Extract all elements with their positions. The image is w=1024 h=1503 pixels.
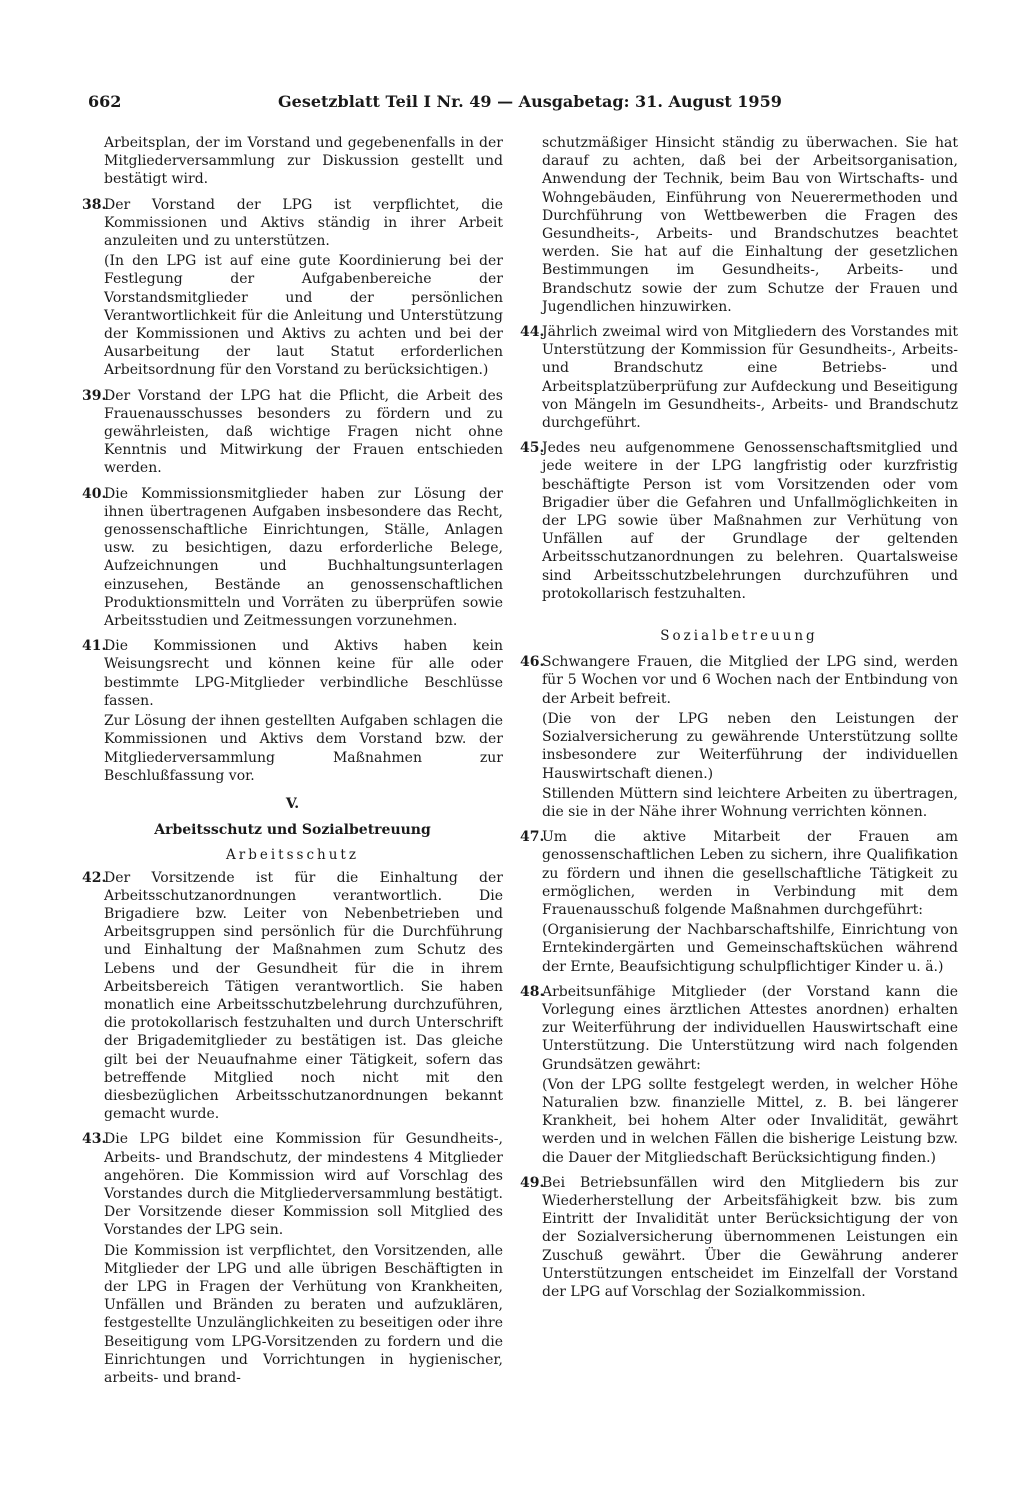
paragraph-number: 46. bbox=[520, 654, 545, 671]
continuation-text: Arbeitsplan, der im Vorstand und gegebenenfalls in der Mitgliederversammlung zur Diskussion gestellt und bestätigt wird. bbox=[104, 135, 503, 188]
paragraph-number: 44. bbox=[520, 324, 545, 341]
page-header bbox=[88, 92, 958, 116]
paragraph-47 bbox=[520, 828, 958, 976]
paragraph-39 bbox=[82, 387, 503, 478]
paragraph-text: Bei Betriebsunfällen wird den Mitgliedern bis zur Wiederherstellung der Arbeitsfähigkeit bzw. bis zum Eintritt der Invalidität unter Berücksichtigung der von der Sozialversicherung übernommenen Leistungen ein Zuschuß gewährt. Über die Gewährung anderer Unterstützungen entscheidet im Einzelfall der Vorstand der LPG auf Vorschlag der Sozialkommission. bbox=[542, 1174, 958, 1300]
paragraph-number: 49. bbox=[520, 1174, 545, 1191]
paragraph-text: Schwangere Frauen, die Mitglied der LPG sind, werden für 5 Wochen vor und 6 Wochen nach der Entbindung von der Arbeit befreit. bbox=[542, 654, 958, 707]
paragraph-text: Der Vorstand der LPG hat die Pflicht, die Arbeit des Frauenausschusses besonders zu fördern und zu gewährleisten, daß wichtige Fragen nicht ohne Kenntnis und Mitwirkung der Frauen entschieden werden. bbox=[104, 387, 503, 477]
section-number: V. bbox=[285, 795, 300, 812]
paragraph-text: Die Kommissionsmitglieder haben zur Lösung der ihnen übertragenen Aufgaben insbesondere das Recht, genossenschaftliche Einrichtungen, Ställe, Anlagen usw. zu besichtigen, dazu erforderliche Belege, Aufzeichnungen und Buchhaltungsunterlagen einzusehen, Bestände an genossenschaftlichen Produktionsmitteln und Vorräten zu überprüfen sowie Arbeitsstudien und Zeitmessungen vorzunehmen. bbox=[104, 485, 503, 630]
page-number: 662 bbox=[88, 92, 122, 111]
paragraph-43 bbox=[82, 1130, 503, 1387]
paragraph-41 bbox=[82, 637, 503, 785]
subsection-title: Sozialbetreuung bbox=[660, 628, 818, 645]
paragraph-number: 40. bbox=[82, 485, 107, 502]
header-title: Gesetzblatt Teil I Nr. 49 — Ausgabetag: 31. August 1959 bbox=[278, 92, 782, 111]
right-column bbox=[520, 134, 958, 1308]
paragraph-continuation: Die Kommission ist verpflichtet, den Vorsitzenden, alle Mitglieder der LPG und alle übrigen Beschäftigten in der LPG in Fragen der Verhütung von Krankheiten, Unfällen und Bränden zu beraten und aufzuklären, festgestellte Unzulänglichkeiten zu beseitigen oder ihre Beseitigung vom LPG-Vorsitzenden zu fordern und die Einrichtungen und Vorrichtungen in hygienischer, arbeits- und brand- bbox=[104, 1242, 503, 1386]
paragraph-number: 48. bbox=[520, 983, 545, 1000]
paragraph-number: 47. bbox=[520, 829, 545, 846]
paragraph-text: Der Vorstand der LPG ist verpflichtet, die Kommissionen und Aktivs ständig in ihrer Arbeit anzuleiten und zu unterstützen. bbox=[104, 196, 503, 250]
paragraph-note: (Von der LPG sollte festgelegt werden, in welcher Höhe Naturalien bzw. finanzielle Mittel, z. B. bei längerer Krankheit, bei hohem Alter oder Invalidität, gewährt werden und in welchen Fällen die bisherige Leistung bzw. die Dauer der Mitgliedschaft Berücksichtigung finden.) bbox=[542, 1076, 958, 1166]
paragraph-text: Die Kommissionen und Aktivs haben kein Weisungsrecht und können keine für alle oder bestimmte LPG-Mitglieder verbindliche Beschlüsse fassen. bbox=[104, 638, 503, 709]
paragraph-44 bbox=[520, 323, 958, 432]
paragraph-text: Jedes neu aufgenommene Genossenschaftsmitglied und jede weitere in der LPG langfristig oder kurzfristig beschäftigte Person ist vom Vorsitzenden oder vom Brigadier über die Gefahren und Unfallmöglichkeiten in der LPG sowie über Maßnahmen zur Verhütung von Unfällen auf der Grundlage der geltenden Arbeitsschutzanordnungen zu belehren. Quartalsweise sind Arbeitsschutzbelehrungen durchzuführen und protokollarisch festzuhalten. bbox=[542, 440, 958, 602]
paragraph-continuation: Zur Lösung der ihnen gestellten Aufgaben schlagen die Kommissionen und Aktivs dem Vorstand bzw. der Mitgliederversammlung Maßnahmen zur Beschlußfassung vor. bbox=[104, 713, 503, 784]
paragraph-continuation: Stillenden Müttern sind leichtere Arbeiten zu übertragen, die sie in der Nähe ihrer Wohnung verrichten können. bbox=[542, 785, 958, 820]
paragraph-number: 38. bbox=[82, 196, 107, 213]
paragraph-note: (Die von der LPG neben den Leistungen der Sozialversicherung zu gewährende Unterstützung sollte insbesondere zur Weiterführung der individuellen Hauswirtschaft dienen.) bbox=[542, 710, 958, 782]
paragraph-number: 43. bbox=[82, 1131, 107, 1148]
paragraph-40 bbox=[82, 485, 503, 631]
paragraph-45 bbox=[520, 439, 958, 603]
paragraph-text: Arbeitsunfähige Mitglieder (der Vorstand kann die Vorlegung eines ärztlichen Attestes anordnen) erhalten zur Weiterführung der individuellen Hauswirtschaft eine Unterstützung. Die Unterstützung wird nach folgenden Grundsätzen gewährt: bbox=[542, 983, 958, 1073]
paragraph-note: (Organisierung der Nachbarschaftshilfe, Einrichtung von Erntekindergärten und Gemeinschaftsküchen während der Ernte, Beaufsichtigung schulpflichtiger Kinder u. ä.) bbox=[542, 922, 958, 975]
paragraph-42 bbox=[82, 869, 503, 1124]
section-title: Arbeitsschutz und Sozialbetreuung bbox=[154, 822, 431, 839]
paragraph-number: 42. bbox=[82, 869, 107, 886]
paragraph-46 bbox=[520, 653, 958, 821]
paragraph-number: 39. bbox=[82, 387, 107, 404]
continuation-text: schutzmäßiger Hinsicht ständig zu überwachen. Sie hat darauf zu achten, daß bei der Arbeitsorganisation, Anwendung der Technik, beim Bau von Wirtschafts- und Wohngebäuden, Einführung von Neuerermethoden und Durchführung von Wettbewerben die Fragen des Gesundheits-, Arbeits- und Brandschutzes beachtet werden. Sie hat auf die Einhaltung der gesetzlichen Bestimmungen im Gesundheits-, Arbeits- und Brandschutz sowie der zum Schutze der Frauen und Jugendlichen hinzuwirken. bbox=[542, 135, 958, 315]
paragraph-text: Die LPG bildet eine Kommission für Gesundheits-, Arbeits- und Brandschutz, der mindestens 4 Mitglieder angehören. Die Kommission wird auf Vorschlag des Vorstandes durch die Mitgliederversammlung bestätigt. Der Vorsitzende dieser Kommission soll Mitglied des Vorstandes der LPG sein. bbox=[104, 1131, 503, 1239]
paragraph-text: Der Vorsitzende ist für die Einhaltung der Arbeitsschutzanordnungen verantwortlich. Die Brigadiere bzw. Leiter von Nebenbetrieben und Arbeitsgruppen sind persönlich für die Durchführung und Einhaltung der Maßnahmen zum Schutz des Lebens und der Gesundheit für die in ihrem Arbeitsbereich Tätigen verantwortlich. Sie haben monatlich eine Arbeitsschutzbelehrung durchzuführen, die protokollarisch festzuhalten und durch Unterschrift der Brigademitglieder zu bestätigen ist. Das gleiche gilt bei der Neuaufnahme einer Tätigkeit, sofern das betreffende Mitglied noch nicht mit den diesbezüglichen Arbeitsschutzanordnungen bekannt gemacht wurde. bbox=[104, 869, 503, 1123]
paragraph-text: Um die aktive Mitarbeit der Frauen am genossenschaftlichen Leben zu sichern, ihre Qualifikation zu fördern und ihnen die gesellschaftliche Tätigkeit zu ermöglichen, werden in Verbindung mit dem Frauenausschuß folgende Maßnahmen durchgeführt: bbox=[542, 829, 958, 918]
paragraph-49 bbox=[520, 1174, 958, 1301]
paragraph-48 bbox=[520, 983, 958, 1167]
paragraph-text: Jährlich zweimal wird von Mitgliedern des Vorstandes mit Unterstützung der Kommission für Gesundheits-, Arbeits- und Brandschutz eine Betriebs- und Arbeitsplatzüberprüfung zur Aufdeckung und Beseitigung von Mängeln im Gesundheits-, Arbeits- und Brandschutz durchgeführt. bbox=[542, 324, 958, 432]
paragraph-number: 41. bbox=[82, 638, 107, 655]
subsection-title: Arbeitsschutz bbox=[226, 847, 359, 864]
paragraph-38 bbox=[82, 196, 503, 380]
paragraph-number: 45. bbox=[520, 440, 545, 457]
paragraph-note: (In den LPG ist auf eine gute Koordinierung bei der Festlegung der Aufgabenbereiche der Vorstandsmitglieder und der persönlichen Verantwortlichkeit für die Anleitung und Unterstützung der Kommissionen und Aktivs zu achten und bei der Ausarbeitung der laut Statut erforderlichen Arbeitsordnung für den Vorstand zu berücksichtigen.) bbox=[104, 253, 503, 379]
left-column bbox=[82, 134, 503, 1394]
